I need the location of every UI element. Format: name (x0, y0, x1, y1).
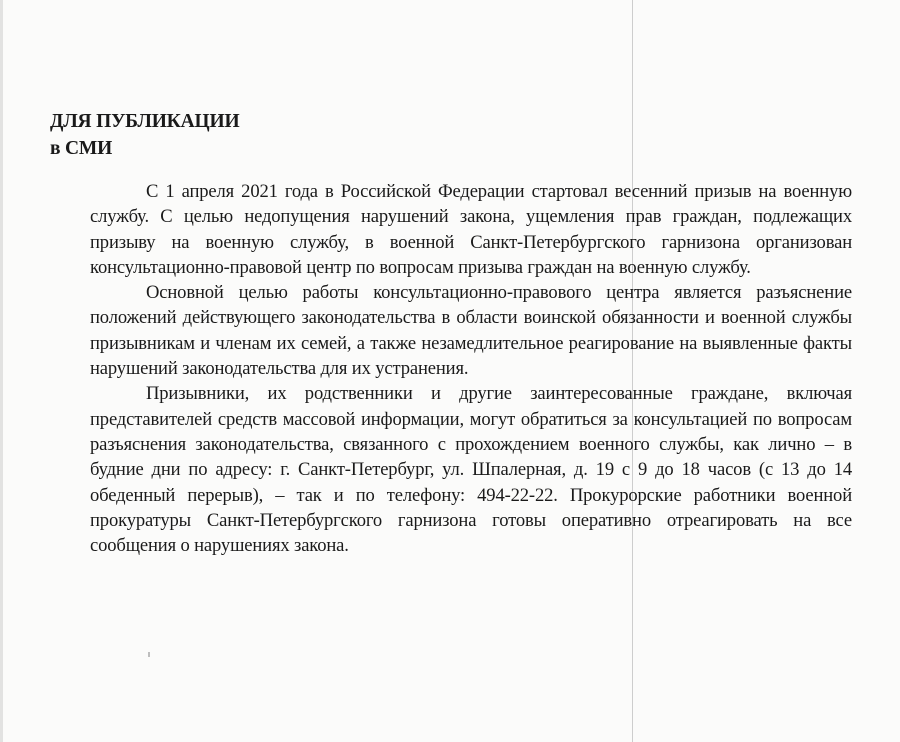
paragraph-3: Призывники, их родственники и другие заинтересованные граждане, включая представителей средств массовой информации, могут обратиться за консультацией по вопросам разъяснения законодательства, связанного с прохождением военного службы, как лично – в будние дни по адресу: г. Санкт-Петербург, ул. Шпалерная, д. 19 с 9 до 18 часов (с 13 до 14 обеденный перерыв), – так и по телефону: 494-22-22. Прокурорские работники военной прокуратуры Санкт-Петербургского гарнизона готовы оперативно отреагировать на все сообщения о нарушениях закона. (90, 383, 852, 557)
paragraph-2: Основной целью работы консультационно-правового центра является разъяснение положений действующего законодательства в области воинской обязанности и военной службы призывникам и членам их семей, а также незамедлительное реагирование на выявленные факты нарушений законодательства для их устранения. (90, 282, 852, 380)
heading-line-1: ДЛЯ ПУБЛИКАЦИИ (50, 111, 240, 132)
scan-speck (148, 652, 150, 657)
document-body (90, 179, 852, 558)
document-heading (50, 108, 239, 162)
scan-edge-shadow (0, 0, 3, 742)
paragraph-1: С 1 апреля 2021 года в Российской Федерации стартовал весенний призыв на военную службу. С целью недопущения нарушений закона, ущемления прав граждан, подлежащих призыву на военную службу, в военной Санкт-Петербургского гарнизона организован консультационно-правовой центр по вопросам призыва граждан на военную службу. (90, 181, 852, 278)
heading-line-2: в СМИ (50, 138, 113, 159)
